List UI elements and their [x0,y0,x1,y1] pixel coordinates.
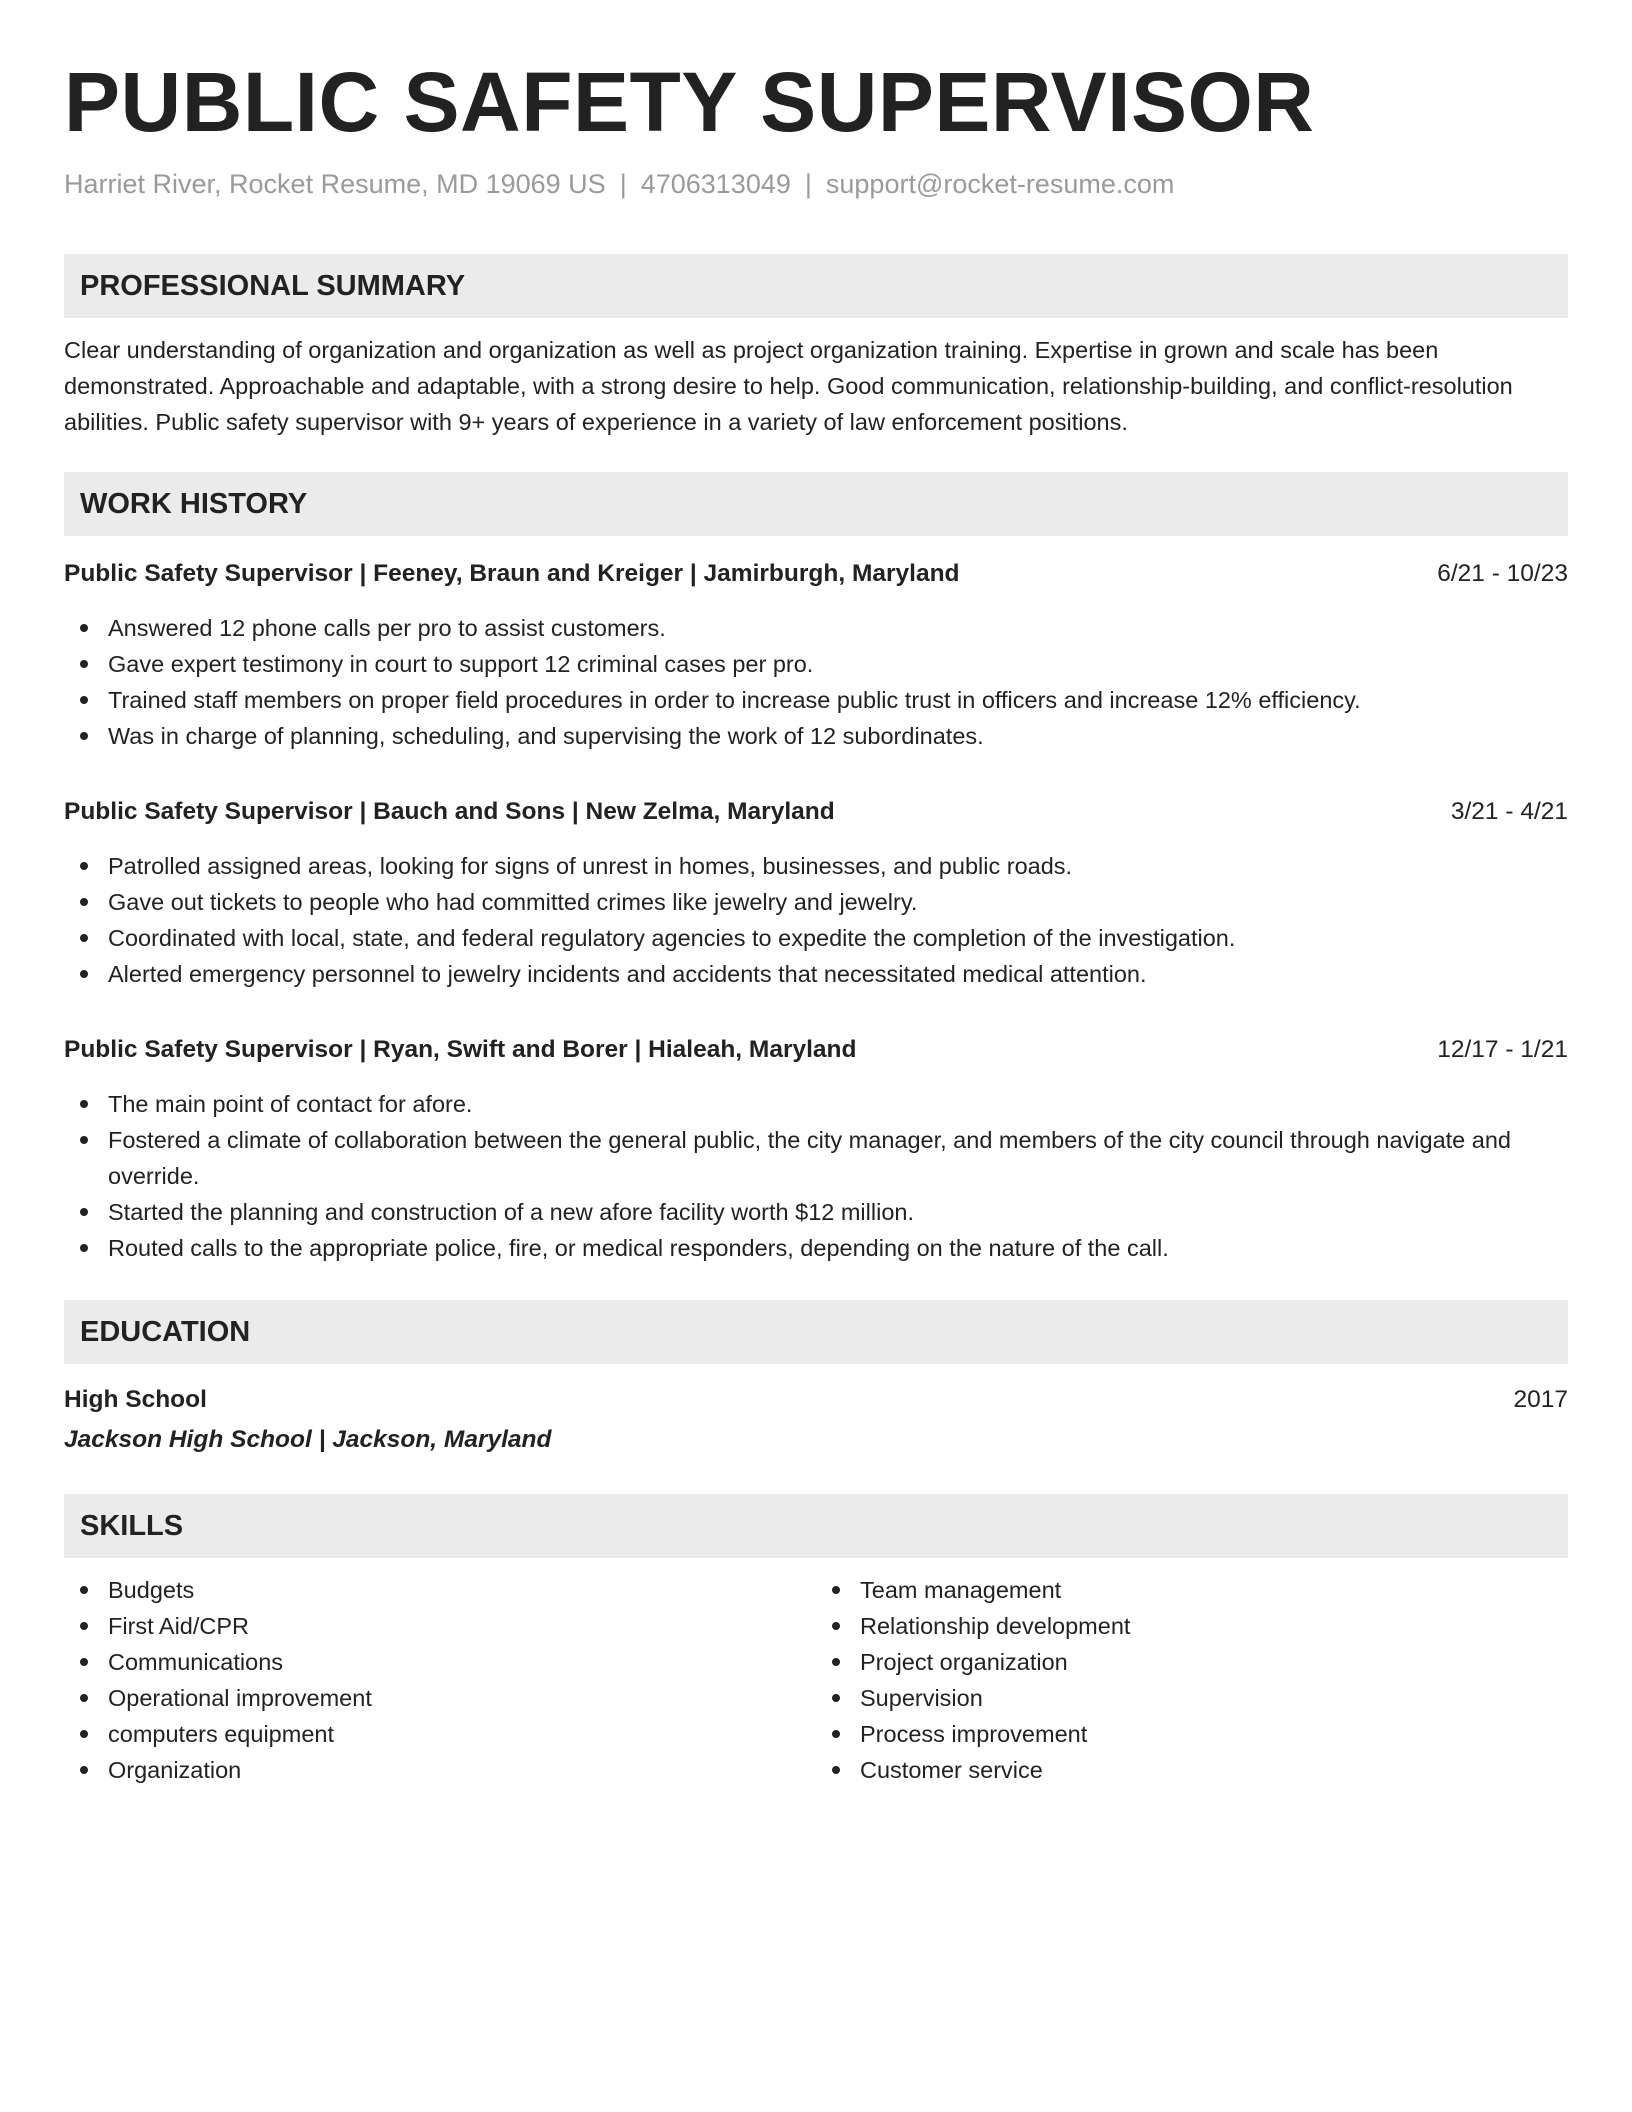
list-item [108,1086,1568,1122]
contact-address: Harriet River, Rocket Resume, MD 19069 US [64,169,606,199]
list-item [108,884,1568,920]
job-entry [64,794,1568,992]
bullet-icon [80,696,88,704]
bullet-text: Patrolled assigned areas, looking for signs of unrest in homes, businesses, and public roads. [108,853,1073,879]
education-degree: High School [64,1386,207,1413]
bullet-text: Answered 12 phone calls per pro to assist customers. [108,615,666,641]
bullet-text: Coordinated with local, state, and federal regulatory agencies to expedite the completion of the investigation. [108,925,1236,951]
list-item [108,1572,816,1608]
skill-text: Organization [108,1757,242,1783]
skill-text: First Aid/CPR [108,1613,250,1639]
bullet-icon [80,970,88,978]
skills-grid [64,1572,1568,1788]
education-header [64,1382,1568,1418]
skills-column-right [816,1572,1568,1788]
job-bullets [64,610,1568,754]
bullet-icon [80,624,88,632]
bullet-icon [80,1208,88,1216]
bullet-icon [80,1100,88,1108]
bullet-icon [80,1730,88,1738]
bullet-icon [80,1586,88,1594]
list-item [860,1644,1568,1680]
bullet-icon [832,1586,840,1594]
skill-text: Team management [860,1577,1062,1603]
bullet-icon [80,1694,88,1702]
list-item [860,1608,1568,1644]
skill-text: Operational improvement [108,1685,372,1711]
skill-text: Customer service [860,1757,1043,1783]
job-title: Public Safety Supervisor | Ryan, Swift and Borer | Hialeah, Maryland [64,1036,857,1063]
bullet-icon [80,934,88,942]
section-header-summary: PROFESSIONAL SUMMARY [64,254,1568,318]
skill-text: Relationship development [860,1613,1131,1639]
skill-text: Budgets [108,1577,195,1603]
bullet-icon [80,1622,88,1630]
job-entry [64,1032,1568,1266]
list-item [108,1122,1568,1194]
bullet-text: Alerted emergency personnel to jewelry incidents and accidents that necessitated medical attention. [108,961,1147,987]
section-header-skills: SKILLS [64,1494,1568,1558]
bullet-text: Routed calls to the appropriate police, fire, or medical responders, depending on the nature of the call. [108,1235,1169,1261]
skills-column-left [64,1572,816,1788]
list-item [108,920,1568,956]
contact-separator: | [804,169,812,199]
job-header [64,1032,1568,1068]
list-item [108,1716,816,1752]
list-item [860,1752,1568,1788]
section-header-education: EDUCATION [64,1300,1568,1364]
bullet-text: Was in charge of planning, scheduling, and supervising the work of 12 subordinates. [108,723,984,749]
job-header [64,794,1568,830]
bullet-icon [80,1766,88,1774]
list-item [108,1752,816,1788]
list-item [860,1680,1568,1716]
job-dates: 3/21 - 4/21 [1450,798,1568,825]
bullet-icon [832,1766,840,1774]
job-dates: 12/17 - 1/21 [1437,1036,1568,1063]
contact-line [64,166,1568,202]
skill-text: Project organization [860,1649,1068,1675]
list-item [108,646,1568,682]
bullet-icon [80,862,88,870]
skill-text: Process improvement [860,1721,1088,1747]
job-header [64,556,1568,592]
list-item [108,1230,1568,1266]
bullet-icon [80,1244,88,1252]
skill-text: Supervision [860,1685,983,1711]
bullet-text: Started the planning and construction of a new afore facility worth $12 million. [108,1199,914,1225]
skills-list [816,1572,1568,1788]
job-title: Public Safety Supervisor | Bauch and Sons | New Zelma, Maryland [64,798,835,825]
job-dates: 6/21 - 10/23 [1437,560,1568,587]
list-item [108,1680,816,1716]
bullet-text: The main point of contact for afore. [108,1091,473,1117]
summary-text: Clear understanding of organization and organization as well as project organization training. Expertise in grown and scale has been demonstrated. Approachable and adaptable, with a strong desire to help. Good communication, relationship-building, and conflict-resolution abilities. Public safety supervisor with 9+ years of experience in a variety of law enforcement positions. [64,337,1513,435]
list-item [860,1572,1568,1608]
contact-phone: 4706313049 [640,169,791,199]
bullet-icon [80,660,88,668]
education-year: 2017 [1513,1386,1568,1413]
bullet-icon [80,898,88,906]
list-item [860,1716,1568,1752]
bullet-icon [832,1730,840,1738]
bullet-icon [832,1694,840,1702]
bullet-icon [832,1622,840,1630]
contact-email: support@rocket-resume.com [825,169,1175,199]
bullet-text: Gave out tickets to people who had committed crimes like jewelry and jewelry. [108,889,918,915]
bullet-icon [80,1136,88,1144]
bullet-icon [80,1658,88,1666]
job-title: Public Safety Supervisor | Feeney, Braun and Kreiger | Jamirburgh, Maryland [64,560,960,587]
list-item [108,1608,816,1644]
list-item [108,1644,816,1680]
section-header-work: WORK HISTORY [64,472,1568,536]
bullet-icon [832,1658,840,1666]
job-bullets [64,848,1568,992]
job-bullets [64,1086,1568,1266]
skill-text: computers equipment [108,1721,334,1747]
list-item [108,956,1568,992]
education-school: Jackson High School | Jackson, Maryland [64,1426,552,1453]
resume-title: PUBLIC SAFETY SUPERVISOR [64,55,1315,149]
bullet-icon [80,732,88,740]
list-item [108,718,1568,754]
list-item [108,682,1568,718]
bullet-text: Trained staff members on proper field procedures in order to increase public trust in officers and increase 12% efficiency. [108,687,1361,713]
job-entry [64,556,1568,754]
bullet-text: Fostered a climate of collaboration between the general public, the city manager, and members of the city council through navigate and override. [108,1127,1511,1189]
list-item [108,610,1568,646]
list-item [108,848,1568,884]
skills-list [64,1572,816,1788]
skill-text: Communications [108,1649,284,1675]
contact-separator: | [619,169,627,199]
list-item [108,1194,1568,1230]
bullet-text: Gave expert testimony in court to support 12 criminal cases per pro. [108,651,814,677]
